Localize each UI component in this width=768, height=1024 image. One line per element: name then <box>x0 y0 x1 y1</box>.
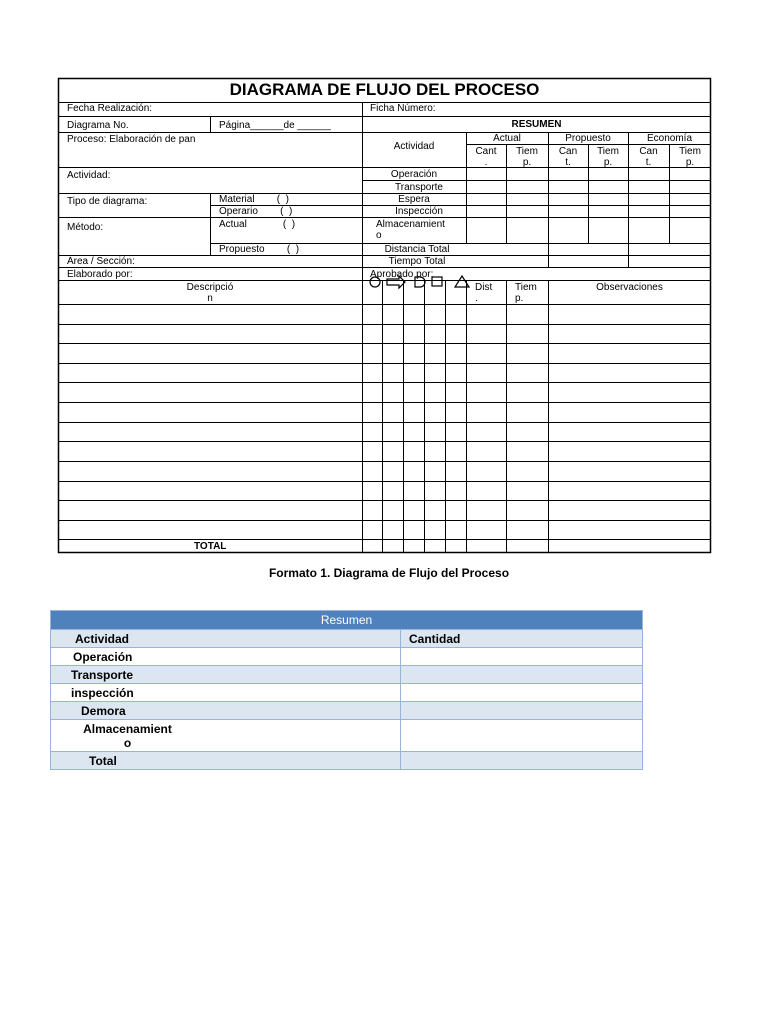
propuesto-option-label: Propuesto ( ) <box>219 244 300 255</box>
operario-label: Operario ( ) <box>219 206 293 217</box>
col-cantidad: Cantidad <box>401 630 643 648</box>
activity-tiempo-total: Tiempo Total <box>388 256 446 267</box>
activity-almacenamiento: Almacenamient o <box>376 219 445 241</box>
area-label: Área / Sección: <box>67 256 135 267</box>
cant-header: Cant . <box>475 146 497 168</box>
tiemp-header-2: Tiem p. <box>597 146 619 168</box>
observaciones-header: Observaciones <box>596 282 663 293</box>
tipo-label: Tipo de diagrama: <box>67 196 148 207</box>
tiemp-col-header: Tiem p. <box>515 282 537 304</box>
dist-header: Dist . <box>475 282 493 304</box>
activity-transporte: Transporte <box>395 182 443 193</box>
row-total: Total <box>51 752 401 770</box>
metodo-label: Método: <box>67 222 104 233</box>
resumen-table <box>50 610 643 770</box>
actividad-label: Actividad: <box>67 170 111 181</box>
total-label: TOTAL <box>194 541 227 552</box>
actividad-header: Actividad <box>393 141 435 152</box>
resumen-header: RESUMEN <box>511 119 562 130</box>
cant-header-2: Can t. <box>558 146 578 168</box>
ficha-label: Ficha Número: <box>370 103 436 114</box>
pagina-label: Página______de ______ <box>219 120 331 131</box>
row-operacion: Operación <box>51 648 401 666</box>
row-transporte: Transporte <box>51 666 401 684</box>
activity-distancia-total: Distancia Total <box>384 244 450 255</box>
economia-header: Economía <box>646 133 693 144</box>
activity-espera: Espera <box>398 194 430 205</box>
form-title: DIAGRAMA DE FLUJO DEL PROCESO <box>229 80 540 99</box>
actual-header: Actual <box>493 133 521 144</box>
cell-almacenamiento[interactable] <box>401 720 643 752</box>
cell-demora[interactable] <box>401 702 643 720</box>
activity-operacion: Operación <box>390 169 438 180</box>
elaborado-label: Elaborado por: <box>67 269 133 280</box>
fecha-label: Fecha Realización: <box>67 103 153 114</box>
diagrama-label: Diagrama No. <box>67 120 129 131</box>
row-inspeccion: inspección <box>51 684 401 702</box>
row-demora: Demora <box>51 702 401 720</box>
tiemp-header-3: Tiem p. <box>679 146 701 168</box>
row-almacenamiento: Almacenamient o <box>51 720 401 752</box>
cant-header-3: Can t. <box>639 146 658 168</box>
cell-transporte[interactable] <box>401 666 643 684</box>
cell-operacion[interactable] <box>401 648 643 666</box>
form-caption: Formato 1. Diagrama de Flujo del Proceso <box>268 566 510 580</box>
material-label: Material ( ) <box>219 194 290 205</box>
inspection-square-icon <box>432 277 442 286</box>
activity-inspeccion: Inspección <box>395 206 443 217</box>
cell-inspeccion[interactable] <box>401 684 643 702</box>
propuesto-header: Propuesto <box>565 133 611 144</box>
proceso-label: Proceso: Elaboración de pan <box>67 134 196 145</box>
actual-option-label: Actual ( ) <box>219 219 296 230</box>
aprobado-label: Aprobado por: <box>370 269 434 280</box>
descripcion-header: Descripció n <box>186 282 234 304</box>
cell-total[interactable] <box>401 752 643 770</box>
col-actividad: Actividad <box>51 630 401 648</box>
tiemp-header: Tiem p. <box>516 146 538 168</box>
resumen-title: Resumen <box>51 611 643 630</box>
